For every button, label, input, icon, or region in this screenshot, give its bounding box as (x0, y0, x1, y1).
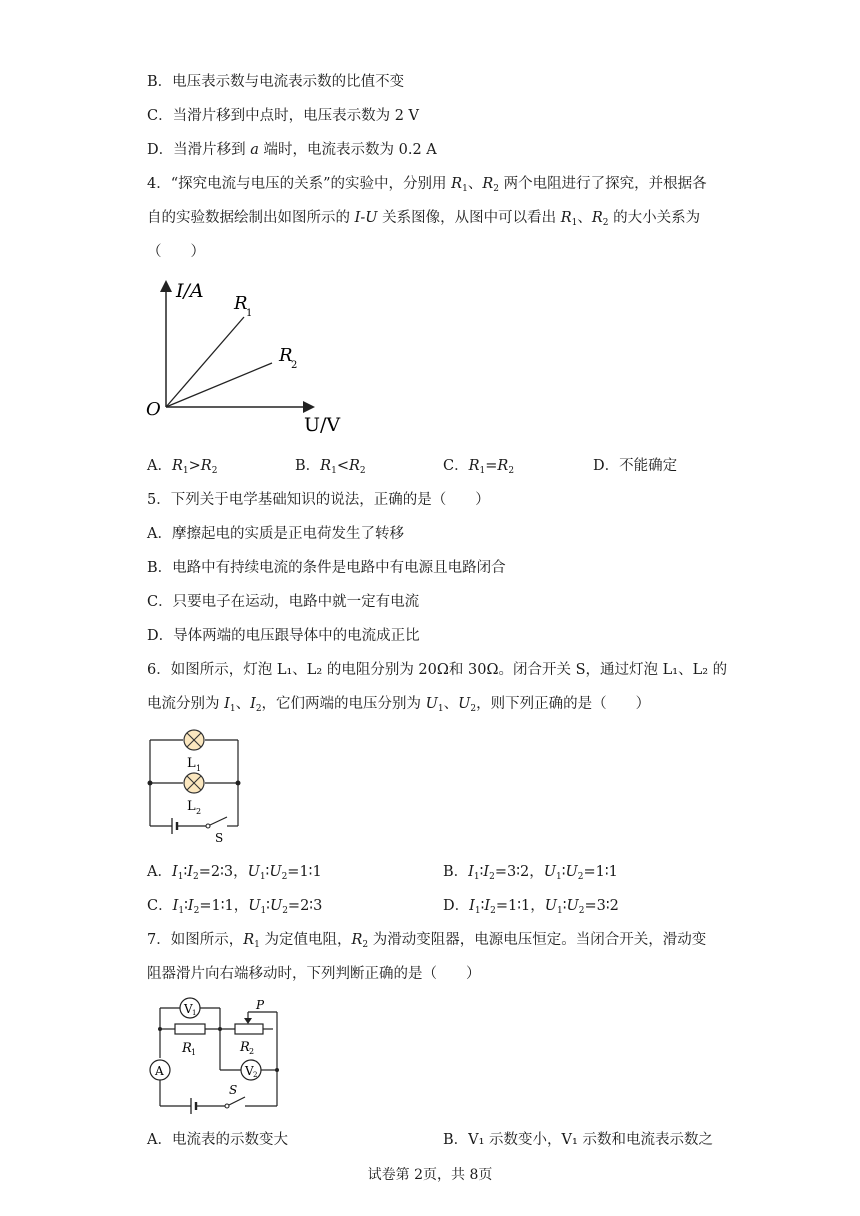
q6-stem-line2: 电流分别为 $I_1$、$I_2$，它们两端的电压分别为 $U_1$、$U_2$，则下列正确的是（ ） (147, 696, 651, 714)
battery-icon (172, 818, 177, 834)
q4-option-c: C．$R_1=R_2$ (443, 458, 515, 476)
q4-option-b: B．$R_1<R_2$ (295, 458, 366, 476)
q6-option-d: D．$I_1∶I_2=1∶1$，$U_1∶U_2=3∶2$ (443, 898, 619, 916)
q4-stem-line2: 自的实验数据绘制出如图所示的 I-U 关系图像，从图中可以看出 $R_1$、$R_2$ 的大小关系为 (147, 210, 701, 228)
r1-label: R (234, 293, 248, 314)
ammeter-icon (150, 1060, 170, 1080)
svg-text:1: 1 (192, 1009, 197, 1017)
bulb-l1-icon (184, 730, 204, 750)
svg-text:2: 2 (249, 1047, 255, 1056)
svg-text:1: 1 (196, 764, 202, 773)
switch-s-icon (225, 1097, 245, 1108)
svg-text:1: 1 (246, 308, 253, 319)
svg-text:L: L (187, 799, 196, 814)
resistor-r1 (175, 1024, 205, 1034)
q5-option-d: D．导体两端的电压跟导体中的电流成正比 (147, 628, 420, 644)
q5-stem: 5．下列关于电学基础知识的说法，正确的是（ ） (147, 492, 490, 508)
svg-text:S: S (229, 1083, 238, 1097)
q5-option-b: B．电路中有持续电流的条件是电路中有电源且电路闭合 (147, 560, 506, 576)
q4-stem-line1: 4．“探究电流与电压的关系”的实验中，分别用 $R_1$、$R_2$ 两个电阻进行了探究，并根据各 (147, 176, 707, 194)
voltmeter-v1-icon (180, 998, 200, 1018)
q6-parallel-circuit (145, 726, 245, 844)
q3-option-d: D．当滑片移到 a 端时，电流表示数为 0.2 A (147, 142, 437, 158)
q6-option-a: A．$I_1∶I_2=2∶3$，$U_1∶U_2=1∶1$ (147, 864, 322, 882)
q7-stem-line1: 7．如图所示，$R_1$ 为定值电阻，$R_2$ 为滑动变阻器，电源电压恒定。当闭合开关，滑动变 (147, 932, 707, 950)
voltmeter-v2-icon (241, 1060, 261, 1080)
svg-text:R: R (240, 1040, 250, 1055)
svg-text:S: S (215, 831, 224, 845)
q6-stem-line1: 6．如图所示，灯泡 L₁、L₂ 的电阻分别为 20Ω和 30Ω。闭合开关 S，通过灯泡 L₁、L₂ 的 (147, 662, 728, 678)
q7-series-circuit (145, 994, 285, 1114)
y-axis-label: I/A (176, 280, 204, 302)
svg-text:2: 2 (291, 360, 298, 371)
q5-option-c: C．只要电子在运动，电路中就一定有电流 (147, 594, 420, 610)
battery-icon (191, 1098, 196, 1114)
q4-option-d: D．不能确定 (593, 458, 678, 474)
page-footer: 试卷第 2页，共 8页 (367, 1167, 493, 1183)
svg-text:1: 1 (191, 1048, 197, 1057)
svg-text:P: P (256, 998, 265, 1012)
r2-label: R (279, 345, 293, 366)
q6-option-c: C．$I_1∶I_2=1∶1$，$U_1∶U_2=2∶3$ (147, 898, 323, 916)
x-axis-label: U/V (304, 414, 341, 436)
r1-line (166, 317, 244, 407)
origin-label: O (146, 399, 161, 420)
q5-option-a: A．摩擦起电的实质是正电荷发生了转移 (147, 526, 404, 542)
svg-text:R: R (182, 1041, 192, 1056)
q7-option-a: A．电流表的示数变大 (147, 1132, 288, 1148)
q7-stem-line2: 阻器滑片向右端移动时，下列判断正确的是（ ） (147, 966, 481, 982)
svg-text:L: L (187, 756, 196, 771)
r2-line (166, 363, 272, 407)
svg-text:2: 2 (253, 1071, 258, 1079)
q3-option-c: C．当滑片移到中点时，电压表示数为 2 V (147, 108, 420, 124)
svg-text:2: 2 (196, 807, 202, 816)
q4-option-a: A．$R_1>R_2$ (147, 458, 218, 476)
svg-text:A: A (155, 1064, 164, 1078)
switch-s-icon (206, 817, 227, 828)
svg-text:V: V (245, 1064, 254, 1078)
q4-stem-line3: （ ） (147, 244, 205, 260)
bulb-l2-icon (184, 773, 204, 793)
q4-iu-graph (140, 275, 360, 440)
rheostat-r2 (235, 1024, 263, 1034)
q6-option-b: B．$I_1∶I_2=3∶2$，$U_1∶U_2=1∶1$ (443, 864, 618, 882)
q7-option-b: B．V₁ 示数变小，V₁ 示数和电流表示数之 (443, 1132, 713, 1148)
q3-option-b: B．电压表示数与电流表示数的比值不变 (147, 74, 405, 90)
svg-text:V: V (184, 1002, 193, 1016)
